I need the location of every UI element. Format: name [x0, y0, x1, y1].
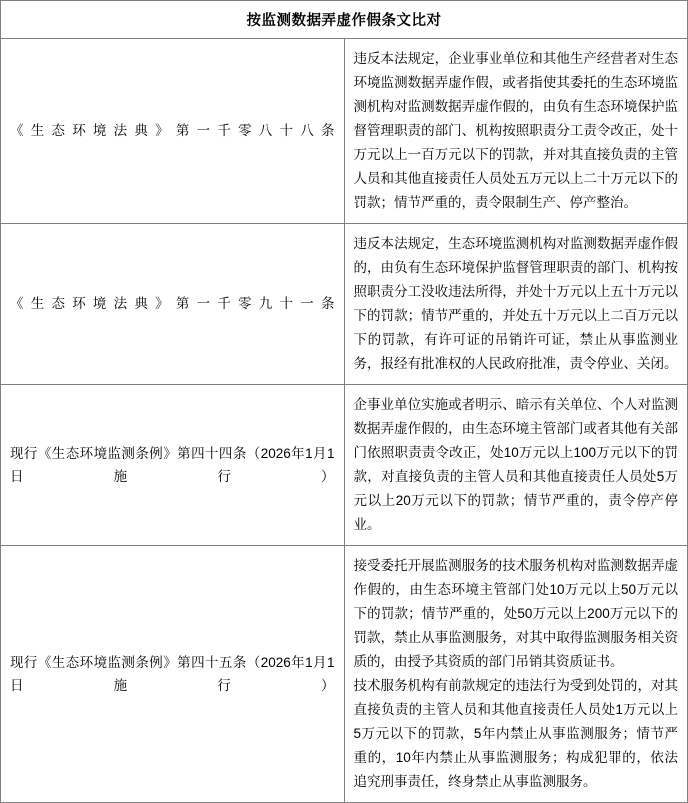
table-body: [1, 1, 688, 803]
law-paragraph: 企事业单位实施或者明示、暗示有关单位、个人对监测数据弄虚作假的，由生态环境主管部门或者其他有关部门依照职责责令改正，处10万元以上100万元以下的罚款，对直接负责的主管人员和其他直接责任人员处5万元以上20万元以下的罚款；情节严重的，责令停产停业。: [353, 397, 678, 533]
law-reference: 现行《生态环境监测条例》第四十四条（2026年1月1日施行）: [1, 385, 345, 546]
law-content: [344, 385, 688, 546]
law-content: [344, 39, 688, 224]
law-paragraph: 违反本法规定，企业事业单位和其他生产经营者对生态环境监测数据弄虚作假，或者指使其委托的生态环境监测机构对监测数据弄虚作假的，由负有生态环境保护监督管理职责的部门、机构按照职责分工责令改正，处十万元以上一百万元以下的罚款，并对其直接负责的主管人员和其他直接责任人员处五万元以上二十万元以下的罚款；情节严重的，责令限制生产、停产整治。: [353, 51, 678, 211]
law-paragraph: 接受委托开展监测服务的技术服务机构对监测数据弄虚作假的，由生态环境主管部门处10万元以上50万元以下的罚款；情节严重的，处50万元以上200万元以下的罚款，禁止从事监测服务，对其中取得监测服务相关资质的，由授予其资质的部门吊销其资质证书。: [353, 558, 678, 670]
law-reference: 现行《生态环境监测条例》第四十五条（2026年1月1日施行）: [1, 546, 345, 803]
law-content: [344, 224, 688, 385]
table-title: 按监测数据弄虚作假条文比对: [1, 1, 688, 39]
table-row: [1, 224, 688, 385]
table-row: [1, 546, 688, 803]
law-content: [344, 546, 688, 803]
table-row: [1, 385, 688, 546]
law-paragraph: 违反本法规定，生态环境监测机构对监测数据弄虚作假的，由负有生态环境保护监督管理职责的部门、机构按照职责分工没收违法所得，并处十万元以上五十万元以下的罚款；情节严重的，并处五十万元以上二百万元以下的罚款，有许可证的吊销许可证，禁止从事监测业务，报经有批准权的人民政府批准，责令停业、关闭。: [353, 236, 678, 372]
law-paragraph: 技术服务机构有前款规定的违法行为受到处罚的，对其直接负责的主管人员和其他直接责任人员处1万元以上5万元以下的罚款，5年内禁止从事监测服务；情节严重的，10年内禁止从事监测服务；构成犯罪的，依法追究刑事责任，终身禁止从事监测服务。: [353, 678, 678, 790]
table-title-row: [1, 1, 688, 39]
law-reference: 《生态环境法典》第一千零九十一条: [1, 224, 345, 385]
law-reference: 《生态环境法典》第一千零八十八条: [1, 39, 345, 224]
table-row: [1, 39, 688, 224]
